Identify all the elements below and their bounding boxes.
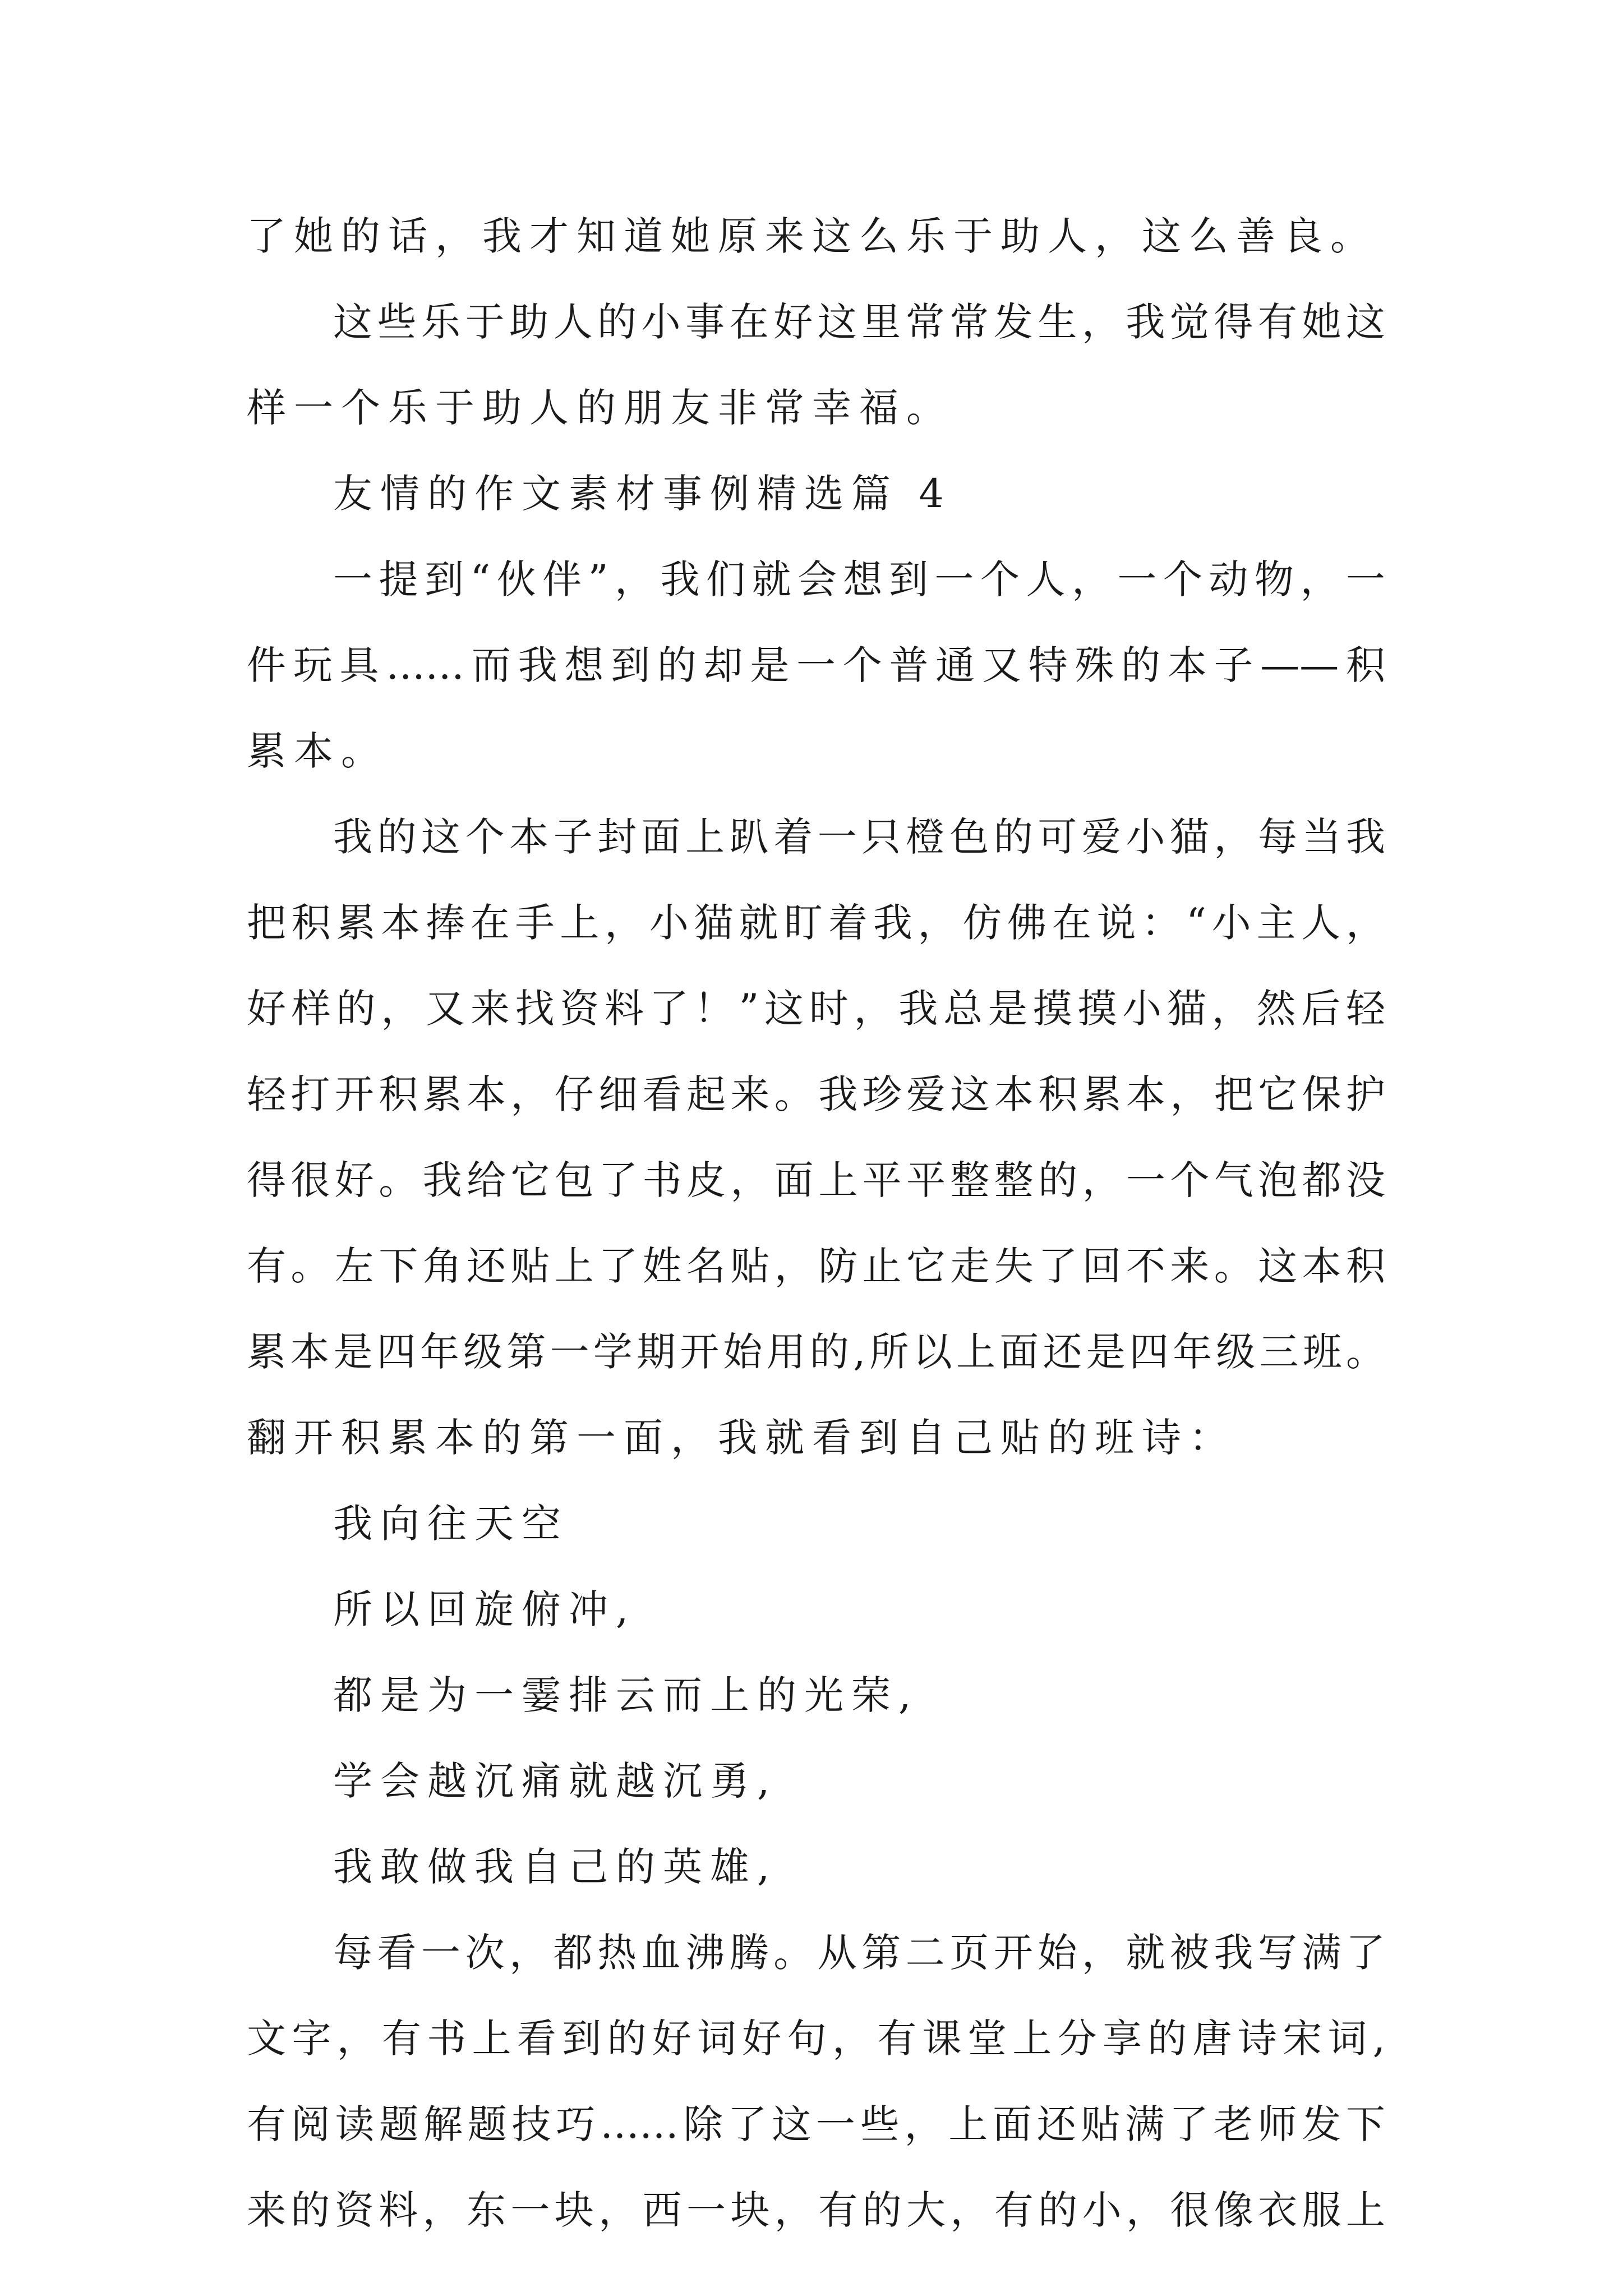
poem-line: 所以回旋俯冲, (333, 1586, 637, 1632)
text-line: 把积累本捧在手上，小猫就盯着我，仿佛在说：“小主人， (247, 900, 1385, 946)
poem-line: 学会越沉痛就越沉勇, (333, 1758, 778, 1804)
text-line: 一提到“伙伴”，我们就会想到一个人，一个动物，一 (333, 556, 1385, 602)
text-line: 累本是四年级第一学期开始用的,所以上面还是四年级三班。 (247, 1329, 1385, 1375)
text-line: 得很好。我给它包了书皮，面上平平整整的，一个气泡都没 (247, 1157, 1385, 1203)
text-line: 轻打开积累本，仔细看起来。我珍爱这本积累本，把它保护 (247, 1071, 1385, 1117)
text-line: 样一个乐于助人的朋友非常幸福。 (247, 385, 953, 431)
text-line: 了她的话，我才知道她原来这么乐于助人，这么善良。 (247, 213, 1377, 259)
text-line: 我的这个本子封面上趴着一只橙色的可爱小猫，每当我 (333, 814, 1385, 860)
text-line: 这些乐于助人的小事在好这里常常发生，我觉得有她这 (333, 299, 1385, 345)
body-text (247, 194, 1385, 2253)
text-line: 每看一次，都热血沸腾。从第二页开始，就被我写满了 (333, 1930, 1385, 1976)
text-line: 有阅读题解题技巧……除了这一些，上面还贴满了老师发下 (247, 2101, 1385, 2147)
poem-line: 我敢做我自己的英雄, (333, 1844, 778, 1890)
poem-line: 都是为一霎排云而上的光荣, (333, 1672, 919, 1718)
section-heading: 友情的作文素材事例精选篇 4 (333, 471, 952, 517)
text-line: 翻开积累本的第一面，我就看到自己贴的班诗： (247, 1415, 1236, 1461)
poem-line: 我向往天空 (333, 1501, 569, 1547)
text-line: 累本。 (247, 728, 388, 774)
text-line: 有。左下角还贴上了姓名贴，防止它走失了回不来。这本积 (247, 1243, 1385, 1289)
text-line: 来的资料，东一块，西一块，有的大，有的小，很像衣服上 (247, 2187, 1385, 2233)
text-line: 好样的，又来找资料了！”这时，我总是摸摸小猫，然后轻 (247, 986, 1385, 1032)
text-line: 文字，有书上看到的好词好句，有课堂上分享的唐诗宋词, (247, 2016, 1385, 2062)
text-line: 件玩具……而我想到的却是一个普通又特殊的本子——积 (247, 642, 1385, 688)
